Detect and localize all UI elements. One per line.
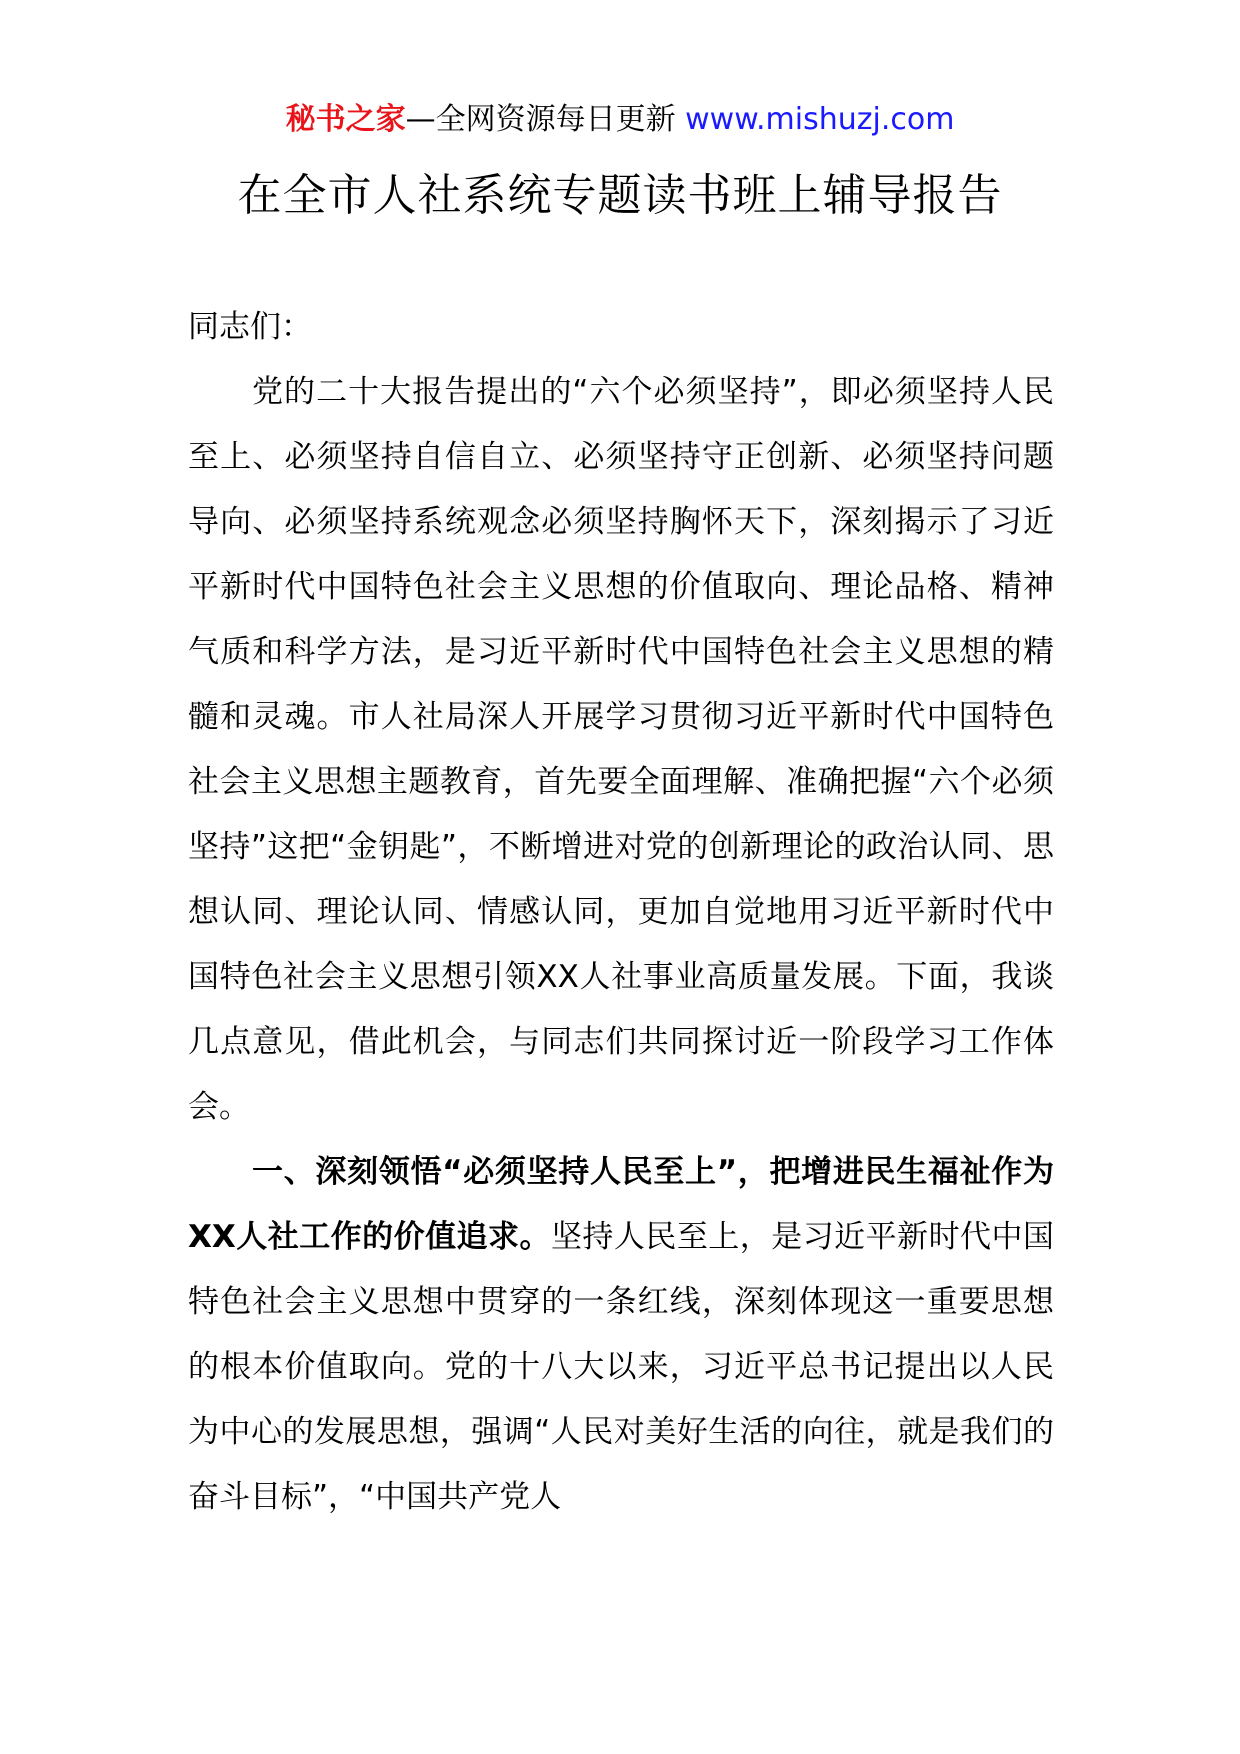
site-url[interactable]: www.mishuzj.com (685, 102, 955, 137)
site-header (0, 100, 1240, 140)
site-slogan: —全网资源每日更新 (405, 102, 676, 137)
salutation: 同志们： (188, 309, 312, 345)
document-body (188, 295, 1054, 1530)
section-1-paragraph (188, 1140, 1054, 1530)
document-title: 在全市人社系统专题读书班上辅导报告 (237, 170, 1003, 221)
paragraph-1: 党的二十大报告提出的“六个必须坚持”，即必须坚持人民至上、必须坚持自信自立、必须坚持守正创新、必须坚持问题导向、必须坚持系统观念必须坚持胸怀天下，深刻揭示了习近平新时代中国特色社会主义思想的价值取向、理论品格、精神气质和科学方法，是习近平新时代中国特色社会主义思想的精髓和灵魂。市人社局深人开展学习贯彻习近平新时代中国特色社会主义思想主题教育，首先要全面理解、准确把握“六个必须坚持”这把“金钥匙”，不断增进对党的创新理论的政治认同、思想认同、理论认同、情感认同，更加自觉地用习近平新时代中国特色社会主义思想引领XX人社事业高质量发展。下面，我谈几点意见，借此机会，与同志们共同探讨近一阶段学习工作体会。 (188, 374, 1054, 1125)
site-brand: 秘书之家 (285, 102, 406, 137)
section-1-text: 坚持人民至上，是习近平新时代中国特色社会主义思想中贯穿的一条红线，深刻体现这一重要思想的根本价值取向。党的十八大以来，习近平总书记提出以人民为中心的发展思想，强调“人民对美好生活的向往，就是我们的奋斗目标”，“中国共产党人 (188, 1219, 1054, 1515)
section-1-heading: 一、深刻领悟“必须坚持人民至上”，把增进民生福祉作为XX人社工作的价值追求。 (188, 1154, 1054, 1255)
